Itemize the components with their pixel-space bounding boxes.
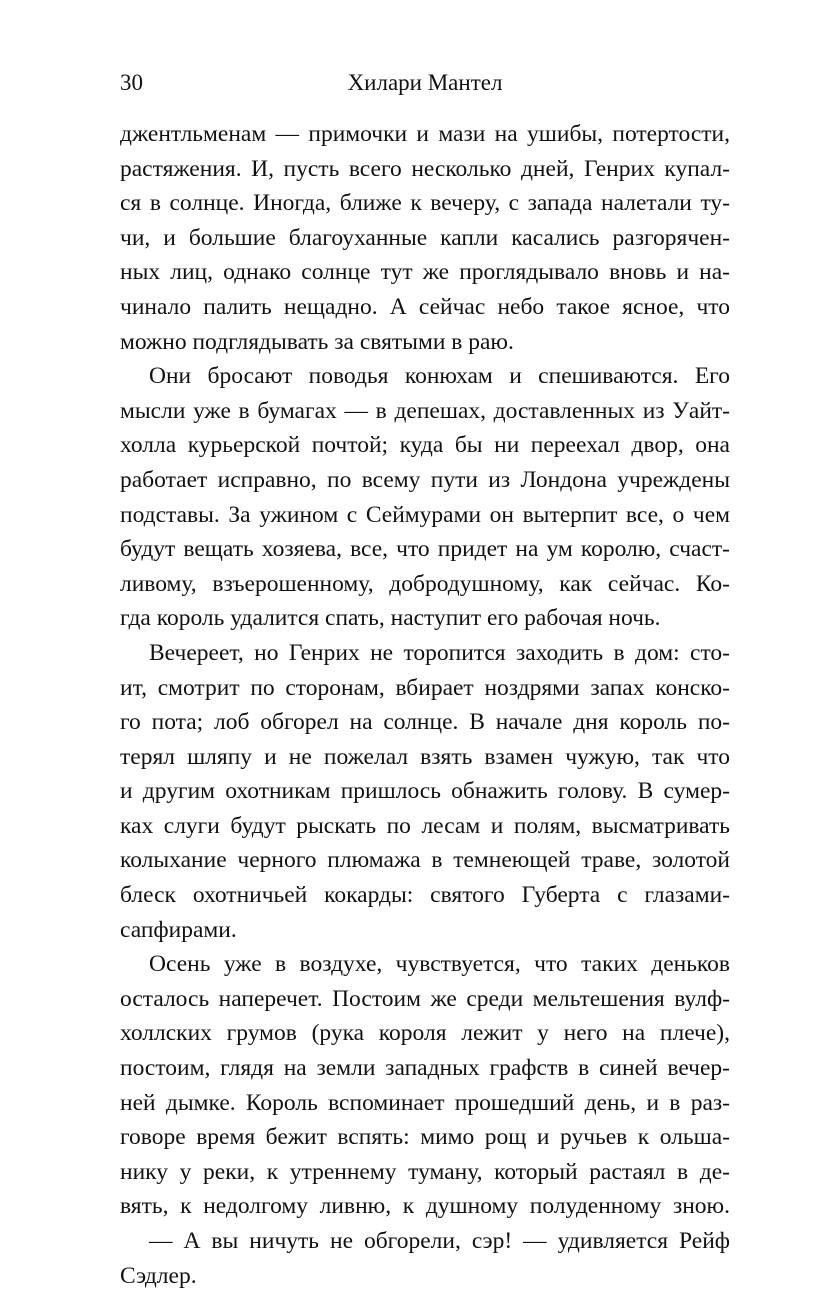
text-line: и другим охотникам пришлось обнажить голову. В сумер- [120,778,730,805]
text-line: Они бросают поводья конюхам и спешиваются. Его [149,363,730,390]
text-line: джентльменам — примочки и мази на ушибы, потертости, [120,121,730,147]
text-line: Осень уже в воздухе, чувствуется, что таких деньков [149,951,730,978]
text-line: ней дымке. Король вспоминает прошедший день, и в раз- [120,1089,730,1116]
text-line: холла курьерской почтой; куда бы ни переехал двор, она [120,432,730,459]
text-line: сапфирами. [120,916,237,943]
text-line: гда король удалится спать, наступит его рабочая ночь. [120,605,661,632]
text-line: будут вещать хозяева, все, что придет на ум королю, счаст- [120,536,730,563]
paragraph [120,636,730,947]
text-line: колыхание черного плюмажа в темнеющей траве, золотой [120,847,730,874]
text-line: го пота; лоб обгорел на солнце. В начале дня король по- [120,709,730,736]
paragraph [120,947,730,1224]
text-line: растяжения. И, пусть всего несколько дней, Генрих купал- [120,155,730,182]
text-line: вять, к недолгому ливню, к душному полуденному зною. [120,1193,730,1220]
text-line: мысли уже в бумагах — в депешах, доставленных из Уайт- [120,397,730,424]
text-line: блеск охотничьей кокарды: святого Губерта с глазами- [120,882,730,909]
text-line: ит, смотрит по сторонам, вбирает ноздрями запах конско- [120,674,730,701]
text-line: Сэдлер. [120,1262,197,1289]
text-line: чинало палить нещадно. А сейчас небо такое ясное, что [120,293,730,320]
text-line: ках слуги будут рыскать по лесам и полям, высматривать [120,812,730,839]
page-header [120,70,730,102]
body-text [120,117,730,1293]
text-line: нику у реки, к утреннему туману, который растаял в де- [120,1158,730,1185]
paragraph [120,359,730,636]
paragraph [120,117,730,359]
text-line: постоим, глядя на земли западных графств в синей вечер- [120,1055,730,1082]
text-line: — А вы ничуть не обгорели, сэр! — удивляется Рейф [149,1228,730,1254]
text-line: осталось наперечет. Постоим же среди мельтешения вулф- [120,985,730,1012]
text-line: ных лиц, однако солнце тут же проглядывало вновь и на- [120,259,730,286]
paragraph [120,1224,730,1293]
text-line: Вечереет, но Генрих не торопится заходить в дом: сто- [149,639,730,666]
text-line: ся в солнце. Иногда, ближе к вечеру, с запада налетали ту- [120,190,730,217]
text-line: терял шляпу и не пожелал взять взамен чужую, так что [120,743,730,770]
running-head: Хилари Мантел [347,70,503,95]
text-line: чи, и большие благоуханные капли касались разгорячен- [120,224,730,251]
text-line: ливому, взъерошенному, добродушному, как сейчас. Ко- [120,570,730,597]
text-line: говоре время бежит вспять: мимо рощ и ручьев к ольша- [120,1124,730,1151]
page-number: 30 [120,70,143,95]
text-line: работает исправно, по всему пути из Лондона учреждены [120,466,730,493]
text-line: можно подглядывать за святыми в раю. [120,328,514,355]
text-line: подставы. За ужином с Сеймурами он вытерпит все, о чем [120,501,730,528]
text-line: холлских грумов (рука короля лежит у него на плече), [120,1020,730,1047]
